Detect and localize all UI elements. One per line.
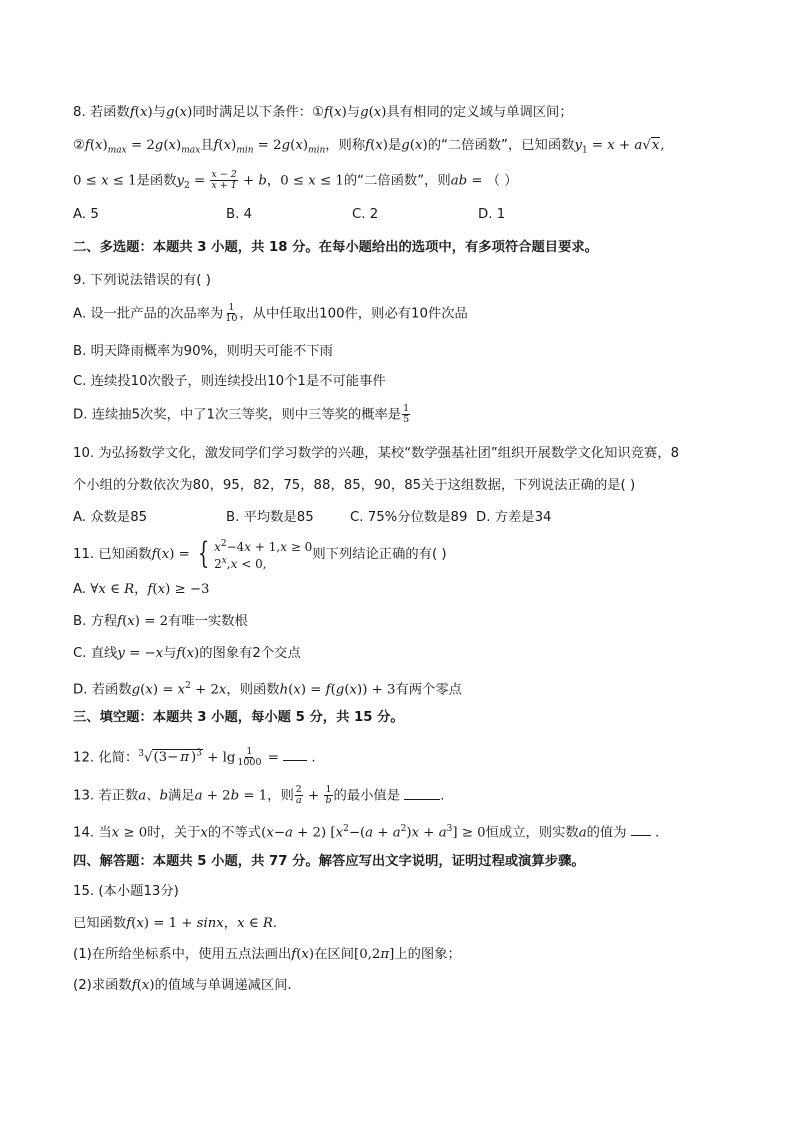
fraction: $\frac{1}{1000}$ bbox=[237, 745, 262, 768]
fraction: $\frac{1}{10}$ bbox=[225, 302, 238, 324]
section-heading-multi-choice: 二、多选题：本题共 3 小题，共 18 分。在每小题给出的选项中，有多项符合题目要求。 bbox=[73, 240, 598, 255]
q8-line3: 0 ≤ x ≤ 1是函数$y_2$ = $\frac{x - 2}{x + 1}$ + b，0 ≤ x ≤ 1的“二倍函数”，则ab = （ ） bbox=[73, 169, 518, 192]
q10-option-d[interactable]: D. 方差是34 bbox=[476, 510, 552, 525]
q11-option-b[interactable]: B. 方程f(x) = 2有唯一实数根 bbox=[73, 614, 248, 629]
q15-head: 15. (本小题13分) bbox=[73, 884, 179, 899]
fraction: $\frac{2}{a}$ bbox=[295, 784, 302, 806]
q15-part2: (2)求函数f(x)的值域与单调递减区间. bbox=[73, 978, 292, 993]
q11-option-d[interactable]: D. 若函数$g(x) = x^2 + 2x$，则函数h(x) = f(g(x)) + 3有两个零点 bbox=[73, 681, 462, 698]
q8-options bbox=[73, 205, 505, 225]
q9-option-d[interactable]: D. 连续抽5次奖，中了1次三等奖，则中三等奖的概率是 $\frac{1}{5}$ bbox=[73, 403, 410, 425]
q8-option-b[interactable]: B. 4 bbox=[226, 207, 253, 222]
answer-blank[interactable] bbox=[631, 823, 651, 836]
fraction: $\frac{1}{b}$ bbox=[325, 784, 332, 806]
q15-part1: (1)在所给坐标系中，使用五点法画出f(x)在区间[0,2π]上的图象； bbox=[73, 947, 461, 962]
q10-line2: 个小组的分数依次为80，95，82，75，88，85，90，85关于这组数据，下列说法正确的是( ) bbox=[73, 478, 636, 493]
q8-option-c[interactable]: C. 2 bbox=[352, 207, 379, 222]
piecewise-function: { $x^2-4x + 1,x \ge 0$ $2^x,x < 0$, bbox=[197, 536, 313, 571]
q9-stem: 9. 下列说法错误的有( ) bbox=[73, 273, 211, 288]
q8-option-a[interactable]: A. 5 bbox=[73, 207, 99, 222]
q14: 14. 当x ≥ 0时，关于x的不等式(x−a + 2) $[x^2-(a + a^2)x + a^3] \ge 0$恒成立，则实数a的值为 . bbox=[73, 824, 660, 841]
q8-option-d[interactable]: D. 1 bbox=[478, 207, 506, 222]
q10-option-a[interactable]: A. 众数是85 bbox=[73, 510, 148, 525]
q15-stem: 已知函数f(x) = 1 + sinx，x ∈ R. bbox=[73, 916, 278, 931]
q12: 12. 化简：$^3$√(3− π )$^3$ + lg $\frac{1}{1000}$ = . bbox=[73, 745, 316, 768]
q10-line1: 10. 为弘扬数学文化，激发同学们学习数学的兴趣，某校“数学强基社团”组织开展数学文化知识竞赛，8 bbox=[73, 446, 680, 461]
fraction: $\frac{x - 2}{x + 1}$ bbox=[211, 169, 237, 191]
fraction: $\frac{1}{5}$ bbox=[403, 403, 410, 425]
q8-line1: 8. 若函数f(x)与g(x)同时满足以下条件：①f(x)与g(x)具有相同的定义域与单调区间； bbox=[73, 105, 573, 120]
q8-line2: $②f(x)_{max} = 2g(x)_{max}$且$f(x)_{min} = 2g(x)_{min}$，则称f(x)是g(x)的“二倍函数”，已知函数$y_1 = x + a√x$, bbox=[73, 138, 665, 156]
q10-option-c[interactable]: C. 75%分位数是89 bbox=[350, 510, 468, 525]
q9-option-a[interactable]: A. 设一批产品的次品率为 $\frac{1}{10}$ ，从中任取出100件，则必有10件次品 bbox=[73, 302, 468, 324]
q9-option-c[interactable]: C. 连续投10次骰子，则连续投出10个1是不可能事件 bbox=[73, 374, 386, 389]
q11-option-a[interactable]: A. ∀x ∈ R，f(x) ≥ −3 bbox=[73, 582, 210, 597]
answer-blank[interactable] bbox=[404, 787, 440, 800]
q10-option-b[interactable]: B. 平均数是85 bbox=[226, 510, 314, 525]
section-heading-solutions: 四、解答题：本题共 5 小题，共 77 分。解答应写出文字说明，证明过程或演算步骤。 bbox=[73, 854, 585, 869]
q9-option-b[interactable]: B. 明天降雨概率为90%，则明天可能不下雨 bbox=[73, 344, 333, 359]
q11-stem: 11. 已知函数f(x) = { $x^2-4x + 1,x \ge 0$ $2^x,x < 0$, 则下列结论正确的有( ) bbox=[73, 536, 447, 571]
answer-blank[interactable] bbox=[283, 748, 307, 761]
q11-option-c[interactable]: C. 直线y = −x与f(x)的图象有2个交点 bbox=[73, 646, 301, 661]
q13: 13. 若正数a、b满足a + 2b = 1，则 $\frac{2}{a}$ + $\frac{1}{b}$ 的最小值是 . bbox=[73, 784, 445, 806]
q10-options bbox=[73, 508, 552, 528]
section-heading-fill-in: 三、填空题：本题共 3 小题，每小题 5 分，共 15 分。 bbox=[73, 710, 404, 725]
